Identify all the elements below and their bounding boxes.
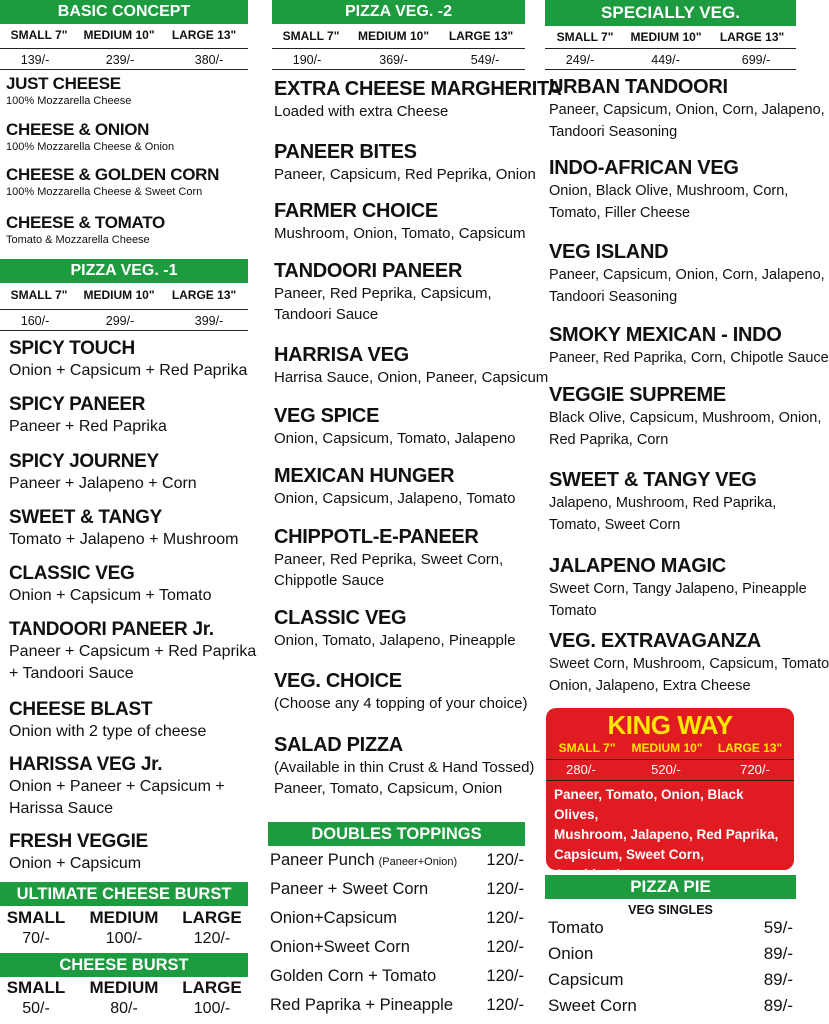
price-small: 50/-	[22, 1000, 50, 1017]
item-name: VEGGIE SUPREME	[549, 384, 726, 406]
menu-item	[274, 607, 516, 651]
pie-name: Sweet Corn	[548, 996, 637, 1015]
size-small: SMALL 7"	[282, 29, 340, 43]
burst-size-row	[4, 978, 244, 1000]
topping-row	[270, 880, 524, 899]
topping-row	[270, 909, 524, 928]
price-large: 399/-	[194, 314, 224, 328]
size-medium: MEDIUM 10"	[83, 288, 155, 302]
price-medium: 520/-	[651, 762, 681, 777]
item-name: CHEESE & ONION	[6, 120, 150, 139]
item-description: Onion + Paneer + Capsicum +	[9, 778, 225, 795]
size-small: SMALL 7"	[10, 28, 68, 42]
item-name: TANDOORI PANEER Jr.	[9, 619, 214, 640]
menu-item	[549, 630, 829, 697]
pie-row	[548, 970, 793, 990]
pie-name: Tomato	[548, 918, 604, 937]
veg1-price-row	[0, 309, 248, 331]
pizza-veg-2-header: PIZZA VEG. -2	[272, 0, 525, 24]
doubles-toppings-header: DOUBLES TOPPINGS	[268, 822, 525, 846]
size-small: SMALL 7"	[558, 741, 616, 755]
item-description: Onion + Capsicum + Red Paprika	[9, 362, 248, 379]
item-description: Sweet Corn, Mushroom, Capsicum, Tomato	[549, 656, 829, 672]
pizza-pie-subtitle: VEG SINGLES	[628, 903, 713, 917]
veg2-size-row	[276, 29, 521, 47]
item-description: Black Olive, Capsicum, Mushroom, Onion,	[549, 410, 822, 426]
item-description: Tomato & Mozzarella Cheese	[6, 234, 150, 246]
menu-item	[549, 555, 807, 622]
king-way-title: KING WAY	[607, 710, 733, 740]
item-description: Onion with 2 type of cheese	[9, 723, 207, 740]
menu-item	[549, 469, 776, 536]
veg2-price-row	[272, 48, 525, 70]
item-description: Onion, Black Olive, Mushroom, Corn,	[549, 183, 789, 199]
item-description: Paneer + Capsicum + Red Paprika	[9, 643, 257, 660]
topping-name: Red Paprika + Pineapple	[270, 996, 453, 1014]
size-large: LARGE	[182, 978, 242, 997]
item-name: TANDOORI PANEER	[274, 260, 463, 282]
size-small: SMALL 7"	[10, 288, 68, 302]
basic-concept-header: BASIC CONCEPT	[0, 0, 248, 24]
menu-item	[9, 507, 238, 551]
item-name: CLASSIC VEG	[274, 607, 407, 629]
menu-item	[6, 213, 246, 247]
size-large: LARGE 13"	[448, 29, 514, 43]
item-name: CHEESE & TOMATO	[6, 213, 165, 232]
menu-item	[274, 465, 516, 509]
pie-price: 89/-	[763, 996, 793, 1015]
price-medium: 100/-	[105, 930, 143, 947]
item-description: Paneer + Jalapeno + Corn	[9, 475, 197, 492]
topping-row	[270, 967, 524, 986]
king-way-size-row	[552, 741, 788, 755]
price-large: 549/-	[470, 53, 500, 67]
item-name: VEG. CHOICE	[274, 670, 402, 692]
item-name: SMOKY MEXICAN - INDO	[549, 324, 782, 346]
topping-price: 120/-	[486, 851, 524, 869]
item-description: Tomato, Filler Cheese	[549, 205, 691, 221]
price-medium: 449/-	[651, 53, 680, 67]
item-description: 100% Mozzarella Cheese	[6, 95, 132, 107]
item-name: SPICY PANEER	[9, 394, 146, 415]
item-description: Onion, Capsicum, Jalapeno, Tomato	[274, 490, 516, 507]
item-name: JALAPENO MAGIC	[549, 555, 726, 577]
item-name: HARRISA VEG	[274, 344, 409, 366]
menu-item	[549, 76, 825, 143]
size-medium: MEDIUM 10"	[357, 29, 430, 43]
ultimate-cheese-burst-header: ULTIMATE CHEESE BURST	[0, 882, 248, 906]
pie-name: Onion	[548, 944, 594, 963]
topping-note: (Paneer+Onion)	[378, 856, 458, 868]
pie-price: 59/-	[763, 918, 793, 937]
size-large: LARGE 13"	[719, 30, 785, 44]
item-description: Harissa Sauce	[9, 800, 114, 817]
menu-item	[549, 157, 788, 224]
topping-price: 120/-	[486, 938, 524, 956]
menu-item	[6, 74, 246, 108]
item-name: CHEESE BLAST	[9, 699, 153, 720]
menu-item	[549, 384, 821, 451]
basic-size-row	[4, 28, 244, 46]
topping-label	[270, 996, 453, 1015]
topping-row	[270, 938, 524, 957]
item-name: VEG ISLAND	[549, 241, 669, 263]
topping-row	[270, 996, 524, 1015]
item-name: CHEESE & GOLDEN CORN	[6, 165, 220, 184]
topping-price: 120/-	[486, 909, 524, 927]
item-description: Tandoori Sauce	[274, 306, 379, 323]
price-medium: 239/-	[105, 53, 135, 67]
item-description: Onion, Jalapeno, Extra Cheese	[549, 678, 751, 694]
item-name: SWEET & TANGY VEG	[549, 469, 757, 491]
price-large: 699/-	[741, 53, 771, 67]
king-way-desc-line: Mushroom, Jalapeno, Red Paprika,	[554, 827, 779, 842]
topping-row	[270, 851, 524, 870]
item-description: Paneer, Capsicum, Onion, Corn, Jalapeno,	[549, 102, 825, 118]
topping-price: 120/-	[486, 880, 524, 898]
item-name: FRESH VEGGIE	[9, 831, 148, 852]
menu-item	[274, 200, 526, 244]
pie-row	[548, 996, 793, 1016]
menu-item	[274, 670, 527, 714]
topping-name: Paneer + Sweet Corn	[270, 880, 429, 898]
item-description: Tandoori Seasoning	[549, 124, 678, 140]
size-medium: MEDIUM 10"	[631, 741, 703, 755]
size-medium: MEDIUM 10"	[630, 30, 702, 44]
menu-item	[549, 324, 829, 369]
price-medium: 369/-	[379, 53, 408, 67]
item-description: Loaded with extra Cheese	[274, 103, 449, 120]
pie-price: 89/-	[763, 970, 793, 989]
item-description: Sweet Corn, Tangy Jalapeno, Pineapple	[549, 581, 807, 597]
price-small: 190/-	[292, 53, 322, 67]
topping-name: Onion+Sweet Corn	[270, 938, 410, 956]
item-description: 100% Mozzarella Cheese & Sweet Corn	[6, 186, 203, 198]
price-medium: 299/-	[105, 314, 135, 328]
menu-item	[9, 831, 148, 875]
menu-item	[6, 120, 246, 154]
price-small: 160/-	[20, 314, 50, 328]
king-way-box	[546, 708, 794, 870]
item-description: Tandoori Seasoning	[549, 289, 678, 305]
topping-price: 120/-	[486, 996, 524, 1014]
item-description: Red Paprika, Corn	[549, 432, 669, 448]
menu-item	[9, 451, 197, 495]
menu-item	[274, 526, 503, 591]
price-large: 720/-	[740, 762, 770, 777]
menu-item	[549, 241, 825, 308]
item-description: Onion, Tomato, Jalapeno, Pineapple	[274, 632, 516, 649]
item-description: (Choose any 4 topping of your choice)	[274, 695, 528, 712]
pizza-veg-1-header: PIZZA VEG. -1	[0, 259, 248, 283]
size-medium: MEDIUM 10"	[83, 28, 155, 42]
menu-item	[9, 394, 167, 438]
ultimate-size-row	[4, 908, 244, 930]
specially-veg-header: SPECIALLY VEG.	[545, 0, 796, 26]
item-description: Chippotle Sauce	[274, 572, 385, 589]
topping-name: Onion+Capsicum	[270, 909, 398, 927]
size-small: SMALL 7"	[556, 30, 614, 44]
menu-item	[9, 754, 225, 820]
item-description: Paneer, Red Paprika, Corn, Chipotle Sauce	[549, 350, 829, 366]
item-name: FARMER CHOICE	[274, 200, 438, 222]
item-name: SALAD PIZZA	[274, 734, 403, 756]
pie-row	[548, 944, 793, 964]
item-name: JUST CHEESE	[6, 74, 121, 93]
item-description: Tomato, Sweet Corn	[549, 517, 681, 533]
king-way-desc-line: Capsicum, Sweet Corn,	[554, 847, 705, 862]
price-small: 249/-	[565, 53, 595, 67]
item-description: Paneer, Tomato, Capsicum, Onion	[274, 780, 503, 797]
item-description: 100% Mozzarella Cheese & Onion	[6, 141, 175, 153]
item-description: Jalapeno, Mushroom, Red Paprika,	[549, 495, 777, 511]
size-medium: MEDIUM	[89, 978, 159, 997]
price-small: 139/-	[20, 53, 50, 67]
topping-name: Golden Corn + Tomato	[270, 967, 437, 985]
price-medium: 80/-	[110, 1000, 138, 1017]
item-name: URBAN TANDOORI	[549, 76, 728, 98]
item-description: Tomato	[549, 603, 597, 619]
menu-item	[9, 338, 247, 382]
king-way-price-row	[546, 759, 794, 781]
item-name: SPICY TOUCH	[9, 338, 135, 359]
special-price-row	[545, 48, 796, 70]
size-large: LARGE 13"	[717, 741, 783, 755]
item-description: Onion + Capsicum	[9, 855, 142, 872]
item-description: Paneer, Red Peprika, Sweet Corn,	[274, 551, 504, 568]
topping-label	[270, 938, 410, 957]
size-small: SMALL	[6, 908, 66, 927]
price-small: 280/-	[566, 762, 596, 777]
price-large: 380/-	[194, 53, 224, 67]
menu-item	[9, 563, 211, 607]
pizza-pie-header: PIZZA PIE	[545, 875, 796, 899]
item-description: Mushroom, Onion, Tomato, Capsicum	[274, 225, 526, 242]
pie-price: 89/-	[763, 944, 793, 963]
topping-label	[270, 851, 457, 870]
menu-item	[274, 78, 562, 122]
size-small: SMALL	[6, 978, 66, 997]
menu-item	[6, 165, 246, 199]
topping-price: 120/-	[486, 967, 524, 985]
item-name: PANEER BITES	[274, 141, 417, 163]
price-large: 120/-	[193, 930, 231, 947]
item-description: Paneer + Red Paprika	[9, 418, 167, 435]
price-small: 70/-	[22, 930, 50, 947]
cheese-burst-header: CHEESE BURST	[0, 953, 248, 977]
item-name: CHIPPOTL-E-PANEER	[274, 526, 479, 548]
item-description: Paneer, Capsicum, Onion, Corn, Jalapeno,	[549, 267, 825, 283]
item-name: HARISSA VEG Jr.	[9, 754, 163, 775]
menu-item	[274, 260, 492, 325]
item-description: Onion, Capsicum, Tomato, Jalapeno	[274, 430, 516, 447]
item-description: Paneer, Capsicum, Red Peprika, Onion	[274, 166, 536, 183]
topping-name: Paneer Punch	[270, 851, 375, 869]
item-description: Harrisa Sauce, Onion, Paneer, Capsicum	[274, 369, 549, 386]
item-description: (Available in thin Crust & Hand Tossed)	[274, 759, 535, 776]
menu-item	[274, 141, 536, 185]
item-name: MEXICAN HUNGER	[274, 465, 455, 487]
size-large: LARGE 13"	[171, 28, 237, 42]
item-description: Paneer, Red Peprika, Capsicum,	[274, 285, 492, 302]
menu-item	[274, 734, 534, 799]
item-name: SWEET & TANGY	[9, 507, 163, 528]
menu-item	[9, 619, 256, 685]
item-name: VEG SPICE	[274, 405, 380, 427]
item-description: + Tandoori Sauce	[9, 665, 134, 682]
size-large: LARGE	[182, 908, 242, 927]
item-name: CLASSIC VEG	[9, 563, 135, 584]
menu-item	[9, 699, 206, 743]
topping-label	[270, 909, 397, 928]
item-name: INDO-AFRICAN VEG	[549, 157, 739, 179]
item-description: Onion + Capsicum + Tomato	[9, 587, 212, 604]
item-name: EXTRA CHEESE MARGHERITA	[274, 78, 562, 100]
size-large: LARGE 13"	[171, 288, 237, 302]
topping-label	[270, 967, 436, 986]
veg1-size-row	[4, 288, 244, 308]
pie-row	[548, 918, 793, 938]
basic-price-row	[0, 48, 248, 70]
size-medium: MEDIUM	[89, 908, 159, 927]
pie-name: Capsicum	[548, 970, 624, 989]
king-way-desc-line: Paneer, Tomato, Onion, Black Olives,	[554, 787, 744, 822]
item-name: VEG. EXTRAVAGANZA	[549, 630, 761, 652]
item-name: SPICY JOURNEY	[9, 451, 159, 472]
burst-price-row	[4, 1000, 244, 1022]
menu-item	[274, 344, 548, 388]
price-large: 100/-	[193, 1000, 231, 1017]
item-description: Tomato + Jalapeno + Mushroom	[9, 531, 239, 548]
menu-item	[274, 405, 516, 449]
topping-label	[270, 880, 428, 899]
special-size-row	[550, 30, 792, 48]
ultimate-price-row	[4, 930, 244, 952]
